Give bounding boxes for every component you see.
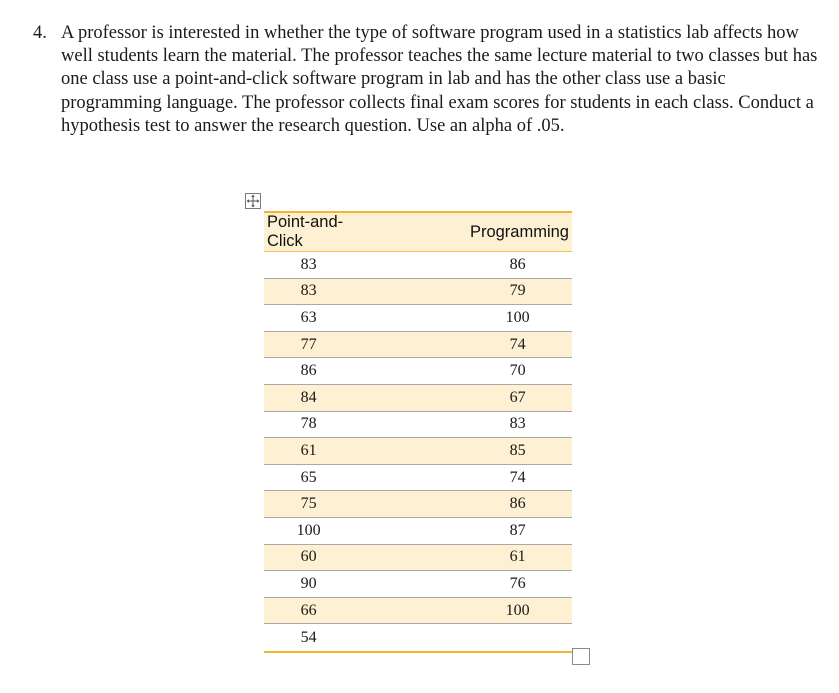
programming-score: 76 <box>363 571 572 598</box>
table-row <box>264 571 572 598</box>
point-and-click-score: 78 <box>264 411 363 438</box>
programming-score: 61 <box>363 544 572 571</box>
programming-score: 87 <box>363 517 572 544</box>
question-text: A professor is interested in whether the type of software program used in a statistics lab affects how well students learn the material. The professor teaches the same lecture material to two classes but has one class use a point-and-click software program in lab and has the other class use a basic programming language. The professor collects final exam scores for students in each class. Conduct a hypothesis test to answer the research question. Use an alpha of .05. <box>61 23 818 136</box>
table-row <box>264 305 572 332</box>
table-row <box>264 491 572 518</box>
point-and-click-score: 65 <box>264 464 363 491</box>
programming-score: 83 <box>363 411 572 438</box>
table-row <box>264 411 572 438</box>
programming-score: 79 <box>363 278 572 305</box>
table-header-row <box>264 212 572 252</box>
point-and-click-score: 66 <box>264 597 363 624</box>
table-row <box>264 624 572 653</box>
table-row <box>264 384 572 411</box>
question-block <box>33 22 823 138</box>
table-row <box>264 597 572 624</box>
programming-score: 74 <box>363 464 572 491</box>
point-and-click-score: 84 <box>264 384 363 411</box>
point-and-click-score: 90 <box>264 571 363 598</box>
programming-score <box>363 624 572 653</box>
programming-score: 85 <box>363 438 572 465</box>
point-and-click-score: 63 <box>264 305 363 332</box>
table-body <box>264 252 572 653</box>
table-row <box>264 438 572 465</box>
point-and-click-score: 75 <box>264 491 363 518</box>
programming-score: 86 <box>363 252 572 279</box>
scores-table <box>264 211 572 653</box>
table-row <box>264 358 572 385</box>
table-row <box>264 464 572 491</box>
programming-score: 67 <box>363 384 572 411</box>
programming-score: 100 <box>363 597 572 624</box>
programming-score: 74 <box>363 331 572 358</box>
point-and-click-score: 86 <box>264 358 363 385</box>
point-and-click-score: 100 <box>264 517 363 544</box>
resize-square-icon[interactable] <box>572 648 590 665</box>
table-row <box>264 331 572 358</box>
programming-score: 70 <box>363 358 572 385</box>
table-row <box>264 544 572 571</box>
programming-score: 100 <box>363 305 572 332</box>
table-move-handle[interactable] <box>245 193 261 209</box>
point-and-click-score: 77 <box>264 331 363 358</box>
move-arrows-icon <box>246 194 260 208</box>
point-and-click-score: 54 <box>300 628 317 646</box>
table-row <box>264 278 572 305</box>
table-row <box>264 252 572 279</box>
point-and-click-score: 60 <box>264 544 363 571</box>
question-number: 4. <box>33 23 47 43</box>
point-and-click-score: 83 <box>264 278 363 305</box>
column-header-programming: Programming <box>363 212 572 252</box>
point-and-click-score: 61 <box>264 438 363 465</box>
point-and-click-score: 83 <box>264 252 363 279</box>
table-row <box>264 517 572 544</box>
programming-score: 86 <box>363 491 572 518</box>
column-header-point-and-click: Point-and-Click <box>264 212 363 252</box>
